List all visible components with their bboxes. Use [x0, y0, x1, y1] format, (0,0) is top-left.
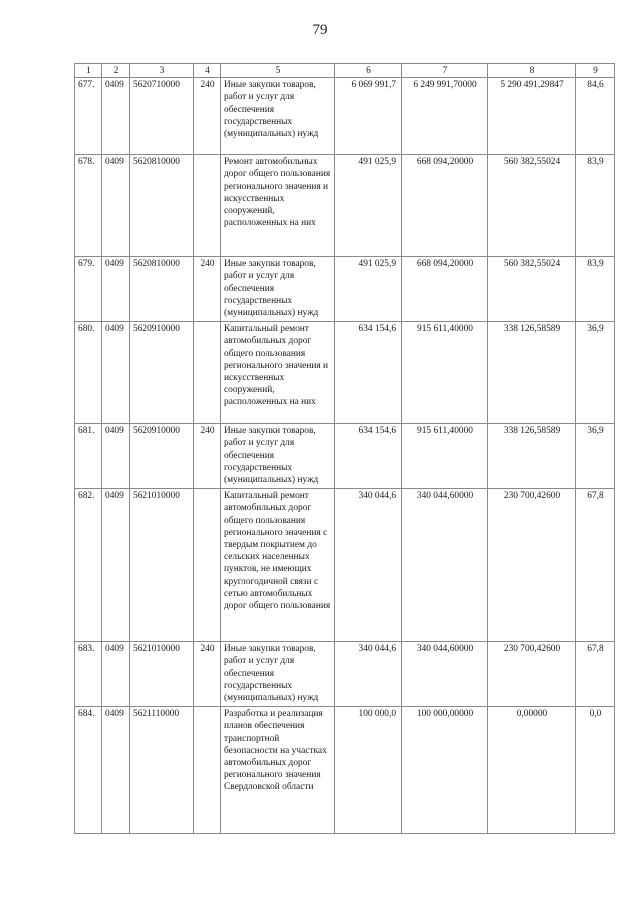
budget-table [74, 63, 615, 834]
section-code: 0409 [102, 78, 130, 155]
header-col-1: 1 [75, 64, 102, 78]
table-row [75, 322, 615, 424]
value-col-6: 340 044,6 [335, 489, 402, 642]
section-code: 0409 [102, 642, 130, 707]
row-number: 684. [75, 707, 102, 834]
value-col-7: 340 044,60000 [402, 489, 488, 642]
value-col-7: 915 611,40000 [402, 424, 488, 489]
item-name: Капитальный ремонт автомобильных дорог общего пользования регионального значения с твердым покрытием до сельских населенных пунктов, не имеющих круглогодичной связи с сетью автомобильных дорог общего пользования [221, 489, 335, 642]
value-col-8: 230 700,42600 [488, 642, 576, 707]
value-col-9: 36,9 [576, 322, 615, 424]
item-name: Иные закупки товаров, работ и услуг для обеспечения государственных (муниципальных) нужд [221, 642, 335, 707]
expense-type-code [194, 155, 221, 257]
header-col-9: 9 [576, 64, 615, 78]
page-number: 79 [312, 22, 328, 38]
value-col-7: 100 000,00000 [402, 707, 488, 834]
table-row [75, 257, 615, 322]
value-col-9: 83,9 [576, 155, 615, 257]
expense-type-code [194, 322, 221, 424]
table-row [75, 78, 615, 155]
section-code: 0409 [102, 322, 130, 424]
value-col-8: 338 126,58589 [488, 322, 576, 424]
row-number: 680. [75, 322, 102, 424]
row-number: 677. [75, 78, 102, 155]
item-name: Иные закупки товаров, работ и услуг для обеспечения государственных (муниципальных) нужд [221, 78, 335, 155]
value-col-6: 634 154,6 [335, 322, 402, 424]
value-col-6: 491 025,9 [335, 257, 402, 322]
target-code: 5620910000 [130, 322, 194, 424]
item-name: Капитальный ремонт автомобильных дорог общего пользования регионального значения и искусственных сооружений, расположенных на них [221, 322, 335, 424]
value-col-9: 83,9 [576, 257, 615, 322]
target-code: 5620810000 [130, 155, 194, 257]
value-col-9: 36,9 [576, 424, 615, 489]
row-number: 682. [75, 489, 102, 642]
header-col-2: 2 [102, 64, 130, 78]
header-col-8: 8 [488, 64, 576, 78]
header-col-3: 3 [130, 64, 194, 78]
row-number: 679. [75, 257, 102, 322]
section-code: 0409 [102, 424, 130, 489]
column-number-header-row [75, 64, 615, 78]
header-col-6: 6 [335, 64, 402, 78]
value-col-6: 100 000,0 [335, 707, 402, 834]
target-code: 5621110000 [130, 707, 194, 834]
item-name: Разработка и реализация планов обеспечения транспортной безопасности на участках автомобильных дорог регионального значения Свердловской области [221, 707, 335, 834]
table-row [75, 424, 615, 489]
header-col-7: 7 [402, 64, 488, 78]
row-number: 683. [75, 642, 102, 707]
header-col-4: 4 [194, 64, 221, 78]
expense-type-code: 240 [194, 257, 221, 322]
table-row [75, 642, 615, 707]
value-col-9: 67,8 [576, 489, 615, 642]
target-code: 5620810000 [130, 257, 194, 322]
item-name: Иные закупки товаров, работ и услуг для обеспечения государственных (муниципальных) нужд [221, 424, 335, 489]
expense-type-code [194, 707, 221, 834]
table-row [75, 155, 615, 257]
row-number: 678. [75, 155, 102, 257]
value-col-7: 668 094,20000 [402, 155, 488, 257]
value-col-9: 84,6 [576, 78, 615, 155]
value-col-6: 6 069 991,7 [335, 78, 402, 155]
table-row [75, 707, 615, 834]
expense-type-code: 240 [194, 424, 221, 489]
value-col-9: 67,8 [576, 642, 615, 707]
value-col-7: 6 249 991,70000 [402, 78, 488, 155]
item-name: Ремонт автомобильных дорог общего пользования регионального значения и искусственных сооружений, расположенных на них [221, 155, 335, 257]
section-code: 0409 [102, 155, 130, 257]
value-col-8: 338 126,58589 [488, 424, 576, 489]
target-code: 5621010000 [130, 489, 194, 642]
row-number: 681. [75, 424, 102, 489]
value-col-7: 668 094,20000 [402, 257, 488, 322]
section-code: 0409 [102, 257, 130, 322]
value-col-6: 634 154,6 [335, 424, 402, 489]
value-col-8: 5 290 491,29847 [488, 78, 576, 155]
value-col-8: 560 382,55024 [488, 257, 576, 322]
value-col-9: 0,0 [576, 707, 615, 834]
value-col-8: 560 382,55024 [488, 155, 576, 257]
value-col-6: 340 044,6 [335, 642, 402, 707]
target-code: 5620910000 [130, 424, 194, 489]
expense-type-code [194, 489, 221, 642]
table-row [75, 489, 615, 642]
value-col-6: 491 025,9 [335, 155, 402, 257]
item-name: Иные закупки товаров, работ и услуг для обеспечения государственных (муниципальных) нужд [221, 257, 335, 322]
value-col-7: 340 044,60000 [402, 642, 488, 707]
section-code: 0409 [102, 707, 130, 834]
header-col-5: 5 [221, 64, 335, 78]
value-col-7: 915 611,40000 [402, 322, 488, 424]
value-col-8: 0,00000 [488, 707, 576, 834]
value-col-8: 230 700,42600 [488, 489, 576, 642]
expense-type-code: 240 [194, 642, 221, 707]
target-code: 5621010000 [130, 642, 194, 707]
expense-type-code: 240 [194, 78, 221, 155]
section-code: 0409 [102, 489, 130, 642]
target-code: 5620710000 [130, 78, 194, 155]
